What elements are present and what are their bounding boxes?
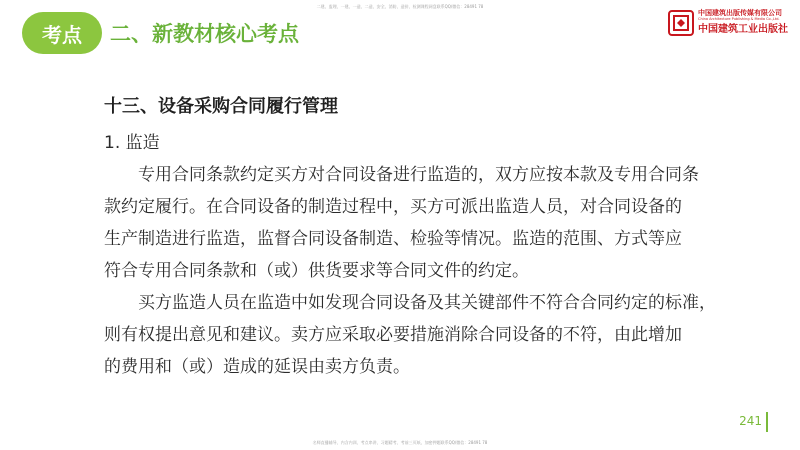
paragraph-line: 生产制造进行监造，监督合同设备制造、检验等情况。监造的范围、方式等应 bbox=[104, 229, 682, 249]
content-heading: 十三、设备采购合同履行管理 bbox=[104, 96, 338, 117]
top-watermark-note: 二建、监理、一建、一造、二造、安全、消防、造价、检测课程网盘联系QQ/微信：28491 78 bbox=[316, 4, 484, 9]
paragraph-line: 买方监造人员在监造中如发现合同设备及其关键部件不符合合同约定的标准， bbox=[104, 293, 716, 313]
publisher-name-en: China Architecture Publishing & Media Co.,Ltd. bbox=[698, 16, 780, 21]
paragraph-line: 款约定履行。在合同设备的制造过程中，买方可派出监造人员，对合同设备的 bbox=[104, 197, 682, 217]
page-number-bar bbox=[766, 412, 768, 432]
content-subheading: 1. 监造 bbox=[104, 133, 160, 153]
section-title: 二、新教材核心考点 bbox=[110, 22, 299, 46]
page-number: 241 bbox=[739, 414, 762, 428]
paragraph-2 bbox=[104, 287, 754, 383]
slide-content bbox=[104, 92, 754, 383]
topic-badge bbox=[22, 12, 102, 54]
paragraph-line: 则有权提出意见和建议。卖方应采取必要措施消除合同设备的不符，由此增加 bbox=[104, 325, 682, 345]
badge-label: 考点 bbox=[42, 22, 82, 47]
paragraph-line: 的费用和（或）造成的延误由卖方负责。 bbox=[104, 357, 410, 377]
paragraph-1 bbox=[104, 159, 754, 287]
paragraph-line: 专用合同条款约定买方对合同设备进行监造的，双方应按本款及专用合同条 bbox=[104, 165, 699, 185]
bottom-watermark-note: 名师直播辅导、内含内训、考点串讲、习题精考、考前三页纸、加密押题联系QQ/微信：28491 78 bbox=[312, 440, 488, 445]
paragraph-line: 符合专用合同条款和（或）供货要求等合同文件的约定。 bbox=[104, 261, 529, 281]
publisher-name-cn: 中国建筑出版传媒有限公司 bbox=[698, 9, 782, 17]
publisher-logo-icon bbox=[668, 10, 694, 36]
publisher-block bbox=[668, 10, 788, 36]
publisher-name-calligraphy: 中国建筑工业出版社 bbox=[698, 23, 788, 35]
